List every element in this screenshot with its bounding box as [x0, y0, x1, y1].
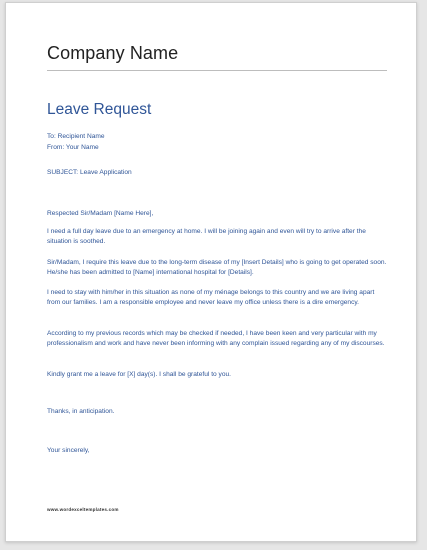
header-divider — [47, 70, 387, 71]
sender-line: From: Your Name — [47, 144, 99, 151]
body-paragraph-3: I need to stay with him/her in this situation as none of my ménage belongs to this country and we are living apart from our families. I am a responsible employee and never leave my office unless there is a dire emergency. — [47, 289, 375, 306]
signoff-line: Your sincerely, — [47, 447, 90, 454]
closing-line: Thanks, in anticipation. — [47, 408, 115, 415]
body-paragraph-2: Sir/Madam, I require this leave due to the long-term disease of my [Insert Details] who is going to get operated soon. He/she has been admitted to [Name] international hospital for [Details]. — [47, 259, 387, 276]
watermark-url: www.wordexceltemplates.com — [47, 507, 119, 512]
body-paragraph-1: I need a full day leave due to an emergency at home. I will be joining again and even will try to arrive after the situation is soothed. — [47, 228, 366, 245]
salutation: Respected Sir/Madam [Name Here], — [47, 210, 154, 217]
letter-title: Leave Request — [47, 101, 152, 118]
subject-line: SUBJECT: Leave Application — [47, 169, 132, 176]
letter-page — [5, 2, 417, 542]
body-paragraph-4: According to my previous records which may be checked if needed, I have been keen and very particular with my professionalism and work and have never been informing with any complain issued regarding any of my discourses. — [47, 330, 385, 347]
company-name: Company Name — [47, 43, 179, 63]
body-paragraph-5: Kindly grant me a leave for [X] day(s). I shall be grateful to you. — [47, 371, 231, 378]
recipient-line: To: Recipient Name — [47, 133, 105, 140]
